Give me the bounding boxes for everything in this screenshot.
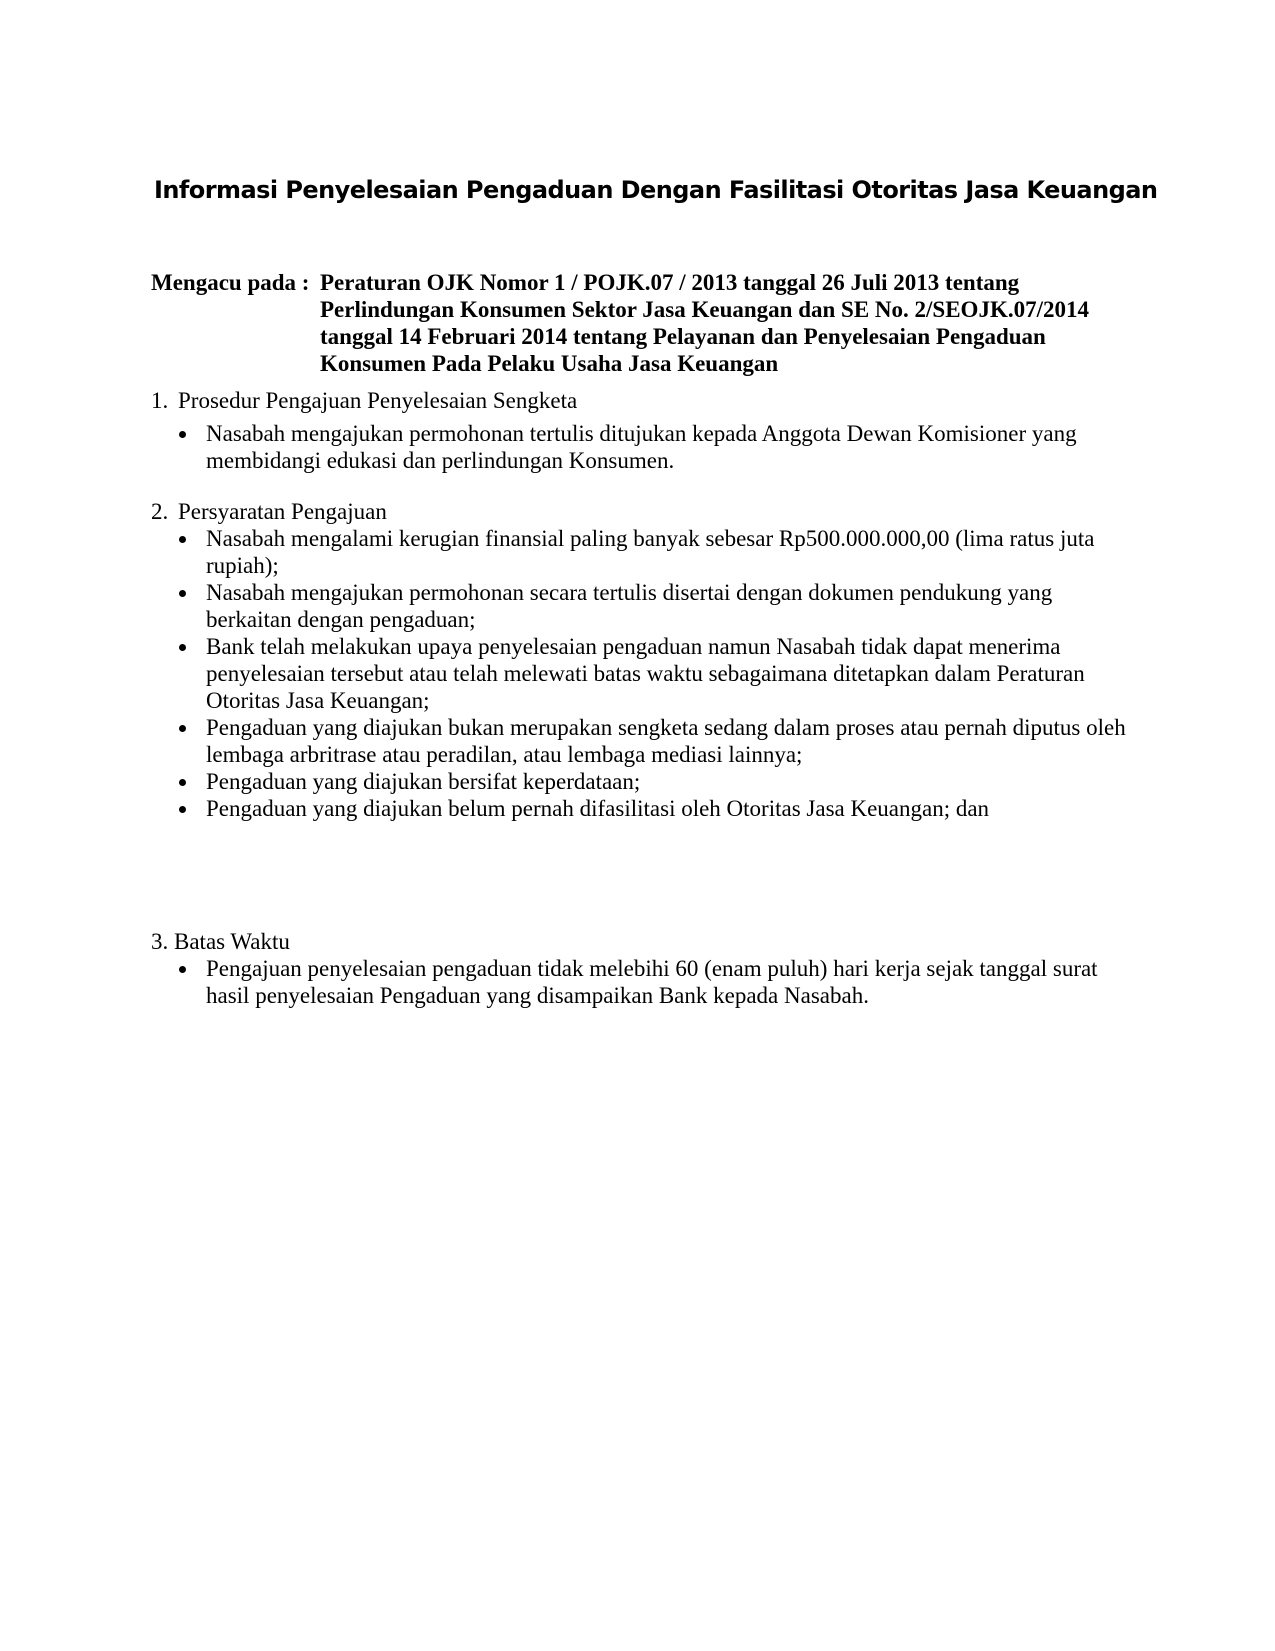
bullet-icon bbox=[179, 536, 186, 543]
bullet-icon bbox=[179, 806, 186, 813]
section-heading bbox=[151, 387, 1131, 414]
section-title: Prosedur Pengajuan Penyelesaian Sengketa bbox=[178, 388, 578, 413]
list-item bbox=[151, 633, 1131, 714]
reference-text: Peraturan OJK Nomor 1 / POJK.07 / 2013 tanggal 26 Juli 2013 tentang Perlindungan Konsumen Sektor Jasa Keuangan dan SE No. 2/SEOJK.07/2014 tanggal 14 Februari 2014 tentang Pelayanan dan Penyelesaian Pengaduan Konsumen Pada Pelaku Usaha Jasa Keuangan bbox=[320, 270, 1089, 376]
list-item-text: Pengaduan yang diajukan bersifat keperdataan; bbox=[206, 769, 641, 794]
section-title: Persyaratan Pengajuan bbox=[178, 499, 387, 524]
bullet-icon bbox=[179, 725, 186, 732]
list-item bbox=[151, 525, 1131, 579]
list-item bbox=[151, 420, 1131, 474]
section-number: 1. bbox=[151, 388, 169, 413]
section-procedure bbox=[151, 387, 1131, 474]
section-number: 2. bbox=[151, 499, 169, 524]
bullet-list bbox=[151, 420, 1131, 474]
list-item bbox=[151, 795, 1131, 822]
document-title: Informasi Penyelesaian Pengaduan Dengan Fasilitasi Otoritas Jasa Keuangan bbox=[154, 176, 1158, 204]
list-item bbox=[151, 714, 1131, 768]
list-item-text: Bank telah melakukan upaya penyelesaian pengaduan namun Nasabah tidak dapat menerima penyelesaian tersebut atau telah melewati batas waktu sebagaimana ditetapkan dalam Peraturan Otoritas Jasa Keuangan; bbox=[206, 634, 1085, 713]
bullet-icon bbox=[179, 779, 186, 786]
section-time-limit bbox=[151, 928, 1131, 1009]
section-heading bbox=[151, 928, 1131, 955]
bullet-icon bbox=[179, 590, 186, 597]
list-item bbox=[151, 768, 1131, 795]
bullet-icon bbox=[179, 644, 186, 651]
list-item-text: Pengajuan penyelesaian pengaduan tidak melebihi 60 (enam puluh) hari kerja sejak tanggal surat hasil penyelesaian Pengaduan yang disampaikan Bank kepada Nasabah. bbox=[206, 956, 1098, 1008]
list-item-text: Pengaduan yang diajukan bukan merupakan sengketa sedang dalam proses atau pernah diputus oleh lembaga arbritrase atau peradilan, atau lembaga mediasi lainnya; bbox=[206, 715, 1126, 767]
bullet-list bbox=[151, 525, 1131, 822]
bullet-icon bbox=[179, 966, 186, 973]
bullet-icon bbox=[179, 431, 186, 438]
list-item-text: Nasabah mengalami kerugian finansial paling banyak sebesar Rp500.000.000,00 (lima ratus juta rupiah); bbox=[206, 526, 1095, 578]
list-item-text: Nasabah mengajukan permohonan tertulis ditujukan kepada Anggota Dewan Komisioner yang membidangi edukasi dan perlindungan Konsumen. bbox=[206, 421, 1077, 473]
list-item-text: Nasabah mengajukan permohonan secara tertulis disertai dengan dokumen pendukung yang berkaitan dengan pengaduan; bbox=[206, 580, 1053, 632]
reference-label: Mengacu pada : bbox=[151, 270, 310, 295]
section-number: 3. bbox=[151, 929, 169, 954]
bullet-list bbox=[151, 955, 1131, 1009]
section-title: Batas Waktu bbox=[174, 929, 290, 954]
list-item-text: Pengaduan yang diajukan belum pernah difasilitasi oleh Otoritas Jasa Keuangan; dan bbox=[206, 796, 990, 821]
section-heading bbox=[151, 498, 1131, 525]
list-item bbox=[151, 955, 1131, 1009]
section-requirements bbox=[151, 498, 1131, 822]
list-item bbox=[151, 579, 1131, 633]
